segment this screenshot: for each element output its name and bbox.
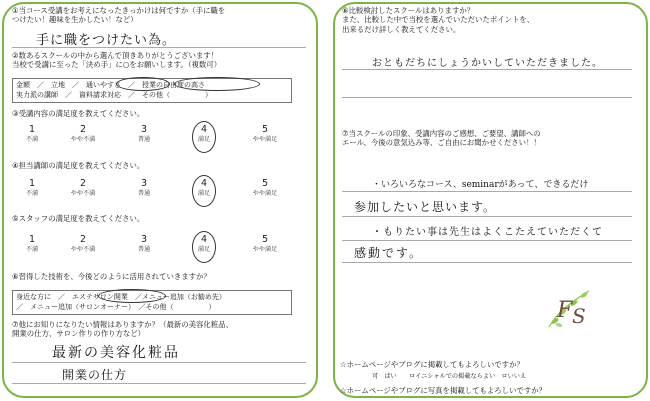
rating-option: 5 やや満足 [252,124,278,143]
answer-line [342,216,632,217]
q6-options-box: 身近な方に ／ エステサロン開業 ／メニュー追加（お勧め先） ／ メニュー追加（サロンオーナー） ／その他（ ） [12,290,292,315]
q1-answer: 手に職をつけたい為。 [36,33,177,48]
answer-line [342,69,632,70]
q7-answer-line1: 最新の美容化粧品 [52,345,180,361]
rating-option: 5 やや満足 [252,234,278,253]
q3-text: ③受講内容の満足度を教えてください。 [12,109,145,118]
rating-option-selected: 4 満足 [184,124,224,144]
svg-text:F: F [557,298,573,323]
selection-circle [192,231,216,263]
answer-line [12,383,306,384]
answer-line [342,240,632,241]
q1-text: ①当コース受講をお考えになったきっかけは何ですか（手に職を つけたい！趣味を生かしたい！など） [12,6,226,25]
q4-text: ④担当講師の満足度を教えてください。 [12,161,145,170]
selection-circle [98,289,166,303]
q7-text: ⑦他にお知りになりたい情報はありますか？（最新の美容化粧品、 開業の仕方、サロン作りの作り方など） [12,320,233,339]
q9-answer-line: ・いろいろなコース、seminarがあって、できるだけ [372,180,589,190]
answer-line [342,97,632,98]
answer-line [342,191,632,192]
fs-leaf-logo [541,283,601,333]
rating-option: 3 普通 [137,234,151,253]
rating-option: 1 不満 [25,178,39,197]
q3-rating-scale [12,124,302,152]
q5-rating-scale [12,234,302,262]
q8-text: ⑥比較検討したスクールはありますか？ また、比較した中で当校を選んでいただいたポイントを、 出来るだけ詳しく教えてください。 [342,6,535,34]
q4-rating-scale [12,178,302,206]
rating-option: 1 不満 [25,124,39,143]
rating-option: 3 普通 [137,178,151,197]
q9-answer-line: 参加したいと思います。 [354,200,497,214]
q9-answer-line: 感動です。 [354,246,424,260]
answer-line [342,262,632,263]
rating-option: 1 不満 [25,234,39,253]
q5-text: ⑤スタッフの満足度を教えてください。 [12,214,145,223]
selection-circle [192,121,216,153]
q2-text: ②数あるスクールの中から選んで頂きありがとうございます！ 当校で受講に至った「決め手」に○をお願いします。（複数可） [12,51,222,70]
rating-option: 2 やや不満 [70,178,96,197]
rating-option-selected: 4 満足 [184,234,224,254]
svg-text:S: S [572,304,586,328]
selection-circle [116,77,170,91]
selection-circle [192,175,216,207]
footer-q1-options: 可 ばい ロイニシャルでの掲載ならよい ロいいえ [372,373,527,380]
selection-circle [174,77,260,91]
q7-answer-line2: 開業の仕方 [62,368,128,382]
rating-option-selected: 4 満足 [184,178,224,198]
answer-line [12,362,306,363]
rating-option: 2 やや不満 [70,234,96,253]
answer-line [12,47,306,48]
q2-options-box: 金額 ／ 立地 ／ 通いやすさ ／ 授業の自由度の高さ 実力派の講師 ／ 資料請求対応 ／ その他（ ） [12,78,292,103]
footer-q2: ☆ホームページやブログに写真を掲載してもよろしいですか？ [340,386,547,395]
rating-option: 3 普通 [137,124,151,143]
q9-text: ⑦当スクールの印象、受講内容のご感想、ご要望、講師への エール、今後の意気込み等、ご自由にお聞かせください！！ [342,129,541,148]
footer-q1: ☆ホームページやブログに掲載してもよろしいですか？ [340,360,524,369]
rating-option: 5 やや満足 [252,178,278,197]
q6-text: ⑥習得した技術を、今後どのように活用されていきますか？ [12,272,211,281]
rating-option: 2 やや不満 [70,124,96,143]
q8-answer: おともだちにしょうかいしていただきました。 [372,58,603,69]
q9-answer-line: ・もりたい事は先生はよくこたえていただくて [372,227,603,238]
